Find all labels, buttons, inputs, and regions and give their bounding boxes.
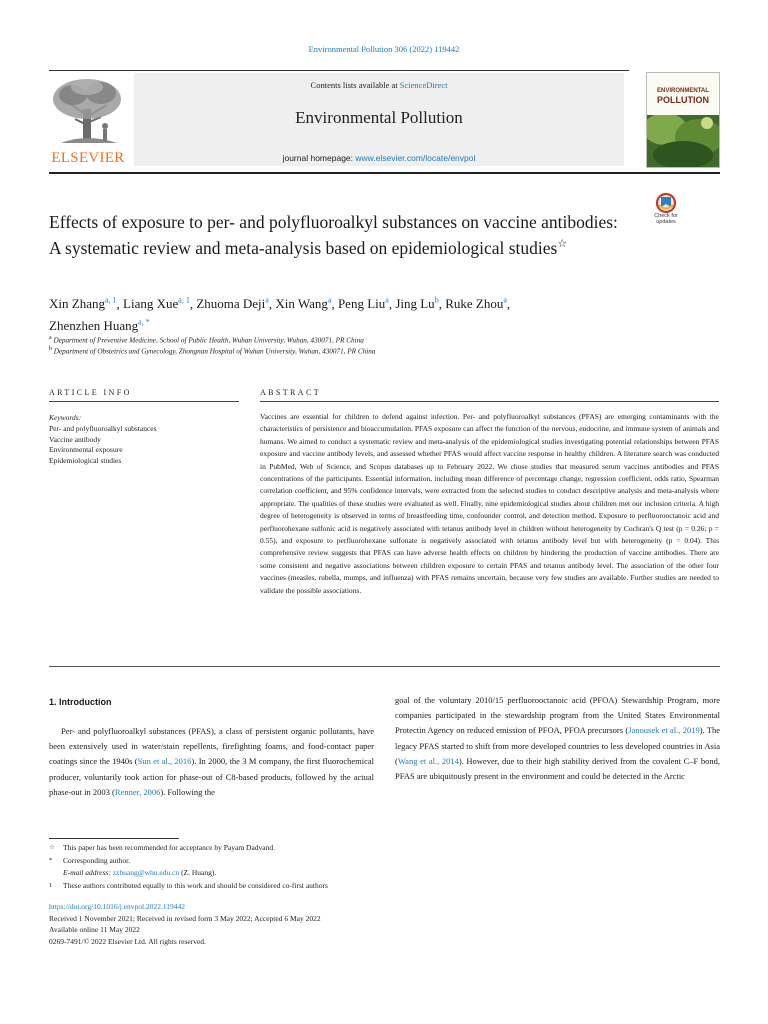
author[interactable] <box>49 318 150 333</box>
contents-prefix: Contents lists available at <box>310 80 400 90</box>
citation-link[interactable]: Renner, 2006 <box>114 786 161 797</box>
intro-text: ). The legacy PFAS started to shift from more developed countries to less developed countries in Asia ( <box>395 725 720 766</box>
journal-cover-thumbnail[interactable] <box>646 72 720 168</box>
elsevier-logo[interactable] <box>47 75 129 167</box>
introduction-right-column <box>395 693 720 784</box>
affiliation-mark: b <box>49 346 52 352</box>
author-affiliation-sup[interactable]: b <box>434 296 439 305</box>
author[interactable] <box>123 296 190 311</box>
doi-link[interactable]: https://doi.org/10.1016/j.envpol.2022.119442 <box>49 902 186 911</box>
article-info-rule <box>49 401 239 402</box>
article-info-heading: ARTICLE INFO <box>49 388 132 397</box>
author[interactable] <box>445 296 507 311</box>
affiliation-text: Department of Preventive Medicine, School of Public Health, Wuhan University, Wuhan, 430071, PR China <box>53 336 364 345</box>
abstract-text: Vaccines are essential for children to defend against infection. Per- and polyfluoroalkyl substances (PFAS) are emerging contaminants with the characteristics of persistence and bioaccumulation. PFAS exposure can affect the function of the nervous, endocrine, and immune system of animals and humans. We aimed to conduct a systematic review and meta-analysis of the epidemiological studies investigating potential relationships between PFAS exposure and vaccine antibody levels, and assessed whether PFAS would affect vaccine response in healthy children. A literature search was conducted in PubMed, Web of Science, and Scopus databases up to February 2022. We chose studies that measured serum vaccines antibodies and PFAS concentrations of the participants. Essential information, including mean difference of percentage change, regression coefficient, odds ratio, Spearman correlation coefficient, and 95% confidence intervals, were extracted from the selected studies to conduct descriptive analysis and meta-analysis where appropriate. The qualities of these studies were evaluated as well. Finally, nine epidemiological studies about children met our inclusion criteria. A high degree of heterogeneity is observed in terms of breastfeeding time, confounder control, and detection method. Exposure to perfluorooctanoic acid and perfluorohexane sulfonic acid is negatively associated with tetanus antibody level in children without heterogeneity by Cochran's Q test (p = 0.26; p = 0.55), and exposure to perfluorohexane sulfonate is negatively associated with tetanus antibody level but with heterogeneity (p = 0.04). This comprehensive review suggests that PFAS can have adverse health effects on children by hindering the production of vaccine antibodies. There are some consistent and negative associations between children exposure to certain PFAS and tetanus antibody level. The association of the other four vaccines (measles, rubella, mumps, and influenza) with PFAS remains uncertain, because very few studies are available. Further studies are needed to validate the possible associations. <box>260 412 719 595</box>
cover-title <box>647 87 719 105</box>
abstract-bottom-rule <box>49 666 720 667</box>
keyword-item: Per- and polyfluoroalkyl substances <box>49 424 157 433</box>
author-name: Peng Liu <box>337 296 386 312</box>
affiliation-b <box>49 346 375 355</box>
affiliation-mark: a <box>49 335 52 341</box>
affiliation-a <box>49 335 364 344</box>
header-bottom-rule <box>49 172 720 174</box>
footnote-cofirst <box>49 880 609 893</box>
cover-image <box>647 115 719 167</box>
homepage-link[interactable]: www.elsevier.com/locate/envpol <box>355 153 476 163</box>
author[interactable] <box>49 296 117 311</box>
tree-icon <box>47 75 129 149</box>
check-label-line1: Check for <box>654 213 678 219</box>
author[interactable] <box>338 296 389 311</box>
footnote-mark: * <box>49 856 53 864</box>
intro-text: ). In 2000, the 3 M company, the first fluorochemical producer, voluntarily took action for phase-out of C8-based products, followed by the actual phase-out in 2003 ( <box>49 756 375 797</box>
email-link[interactable]: zzhuang@whu.edu.cn <box>112 868 180 878</box>
sciencedirect-link[interactable]: ScienceDirect <box>399 80 448 90</box>
elsevier-wordmark: ELSEVIER <box>51 150 125 166</box>
journal-reference[interactable]: Environmental Pollution 306 (2022) 119442 <box>308 44 460 54</box>
footnote-mark: ☆ <box>49 844 55 851</box>
keywords-list <box>49 424 157 466</box>
check-label-line2: updates <box>656 219 676 225</box>
author-affiliation-sup[interactable]: a <box>327 296 332 305</box>
abstract-heading: ABSTRACT <box>260 388 321 397</box>
footnote-email <box>49 867 609 880</box>
journal-homepage-line <box>134 153 624 163</box>
paper-title <box>49 211 629 259</box>
author[interactable] <box>395 296 438 311</box>
author-affiliation-sup[interactable]: a <box>503 296 507 305</box>
publication-info <box>49 901 609 947</box>
intro-text: Per- and polyfluoroalkyl substances (PFAS), a class of persistent organic pollutants, have been extensively used in water/stain repellents, firefighting foams, and food-contact paper coatings since the 1940s ( <box>49 726 374 767</box>
footnote-corresponding <box>49 855 609 868</box>
author-name: Liang Xue <box>123 296 179 312</box>
author[interactable] <box>196 296 269 311</box>
email-suffix: (Z. Huang). <box>179 868 217 878</box>
homepage-prefix: journal homepage: <box>282 153 356 163</box>
author-name: Ruke Zhou <box>445 296 504 312</box>
intro-text: ). However, due to their high stability derived from the covalent C–F bond, PFAS are ubiquitously present in the environment and could be detected in the Arctic <box>395 755 721 782</box>
author-affiliation-sup[interactable]: a, * <box>138 317 150 327</box>
keyword-item: Vaccine antibody <box>49 434 101 444</box>
header-top-rule <box>49 70 629 71</box>
received-dates: Received 1 November 2021; Received in revised form 3 May 2022; Accepted 6 May 2022 <box>49 913 321 923</box>
copyright-line: 0269-7491/© 2022 Elsevier Ltd. All rights reserved. <box>49 936 206 946</box>
cover-title-line1: ENVIRONMENTAL <box>657 88 709 94</box>
title-footnote-mark[interactable]: ☆ <box>557 238 568 250</box>
author-affiliation-sup[interactable]: a <box>265 296 269 305</box>
footnote-recommendation <box>49 842 609 855</box>
keyword-item: Epidemiological studies <box>49 455 122 465</box>
check-for-updates-label <box>648 213 684 225</box>
email-label: E-mail address: <box>63 868 111 878</box>
keywords-label: Keywords: <box>49 413 82 422</box>
author-list: Xin Zhang$^{a, 1}$, Liang Xue$^{a, 1}$, Zhuoma Deji$^a$, Xin Wang$^a$, Peng Liu$^a$, Jing Lu$^b$, Ruke Zhou$^a$, Zhenzhen Huang$^{a, *}$ <box>49 296 511 334</box>
check-for-updates-badge[interactable] <box>648 193 684 231</box>
available-online-date: Available online 11 May 2022 <box>49 925 140 935</box>
contents-line <box>134 80 624 90</box>
intro-text: ). Following the <box>160 786 215 797</box>
footnote-text: These authors contributed equally to this work and should be considered co-first authors <box>63 880 328 890</box>
citation-link[interactable]: Sun et al., 2016 <box>137 756 192 767</box>
footnotes <box>49 842 609 892</box>
author-name: Xin Zhang <box>49 296 105 312</box>
author-name: Zhenzhen Huang <box>49 318 139 334</box>
author-name: Zhuoma Deji <box>196 296 266 312</box>
affiliation-text: Department of Obstetrics and Gynecology, Zhongnan Hospital of Wuhan University, Wuhan, 430071, PR China <box>53 347 376 356</box>
footnote-rule <box>49 838 179 839</box>
introduction-left-column <box>49 724 374 800</box>
citation-link[interactable]: Wang et al., 2014 <box>397 755 459 766</box>
citation-link[interactable]: Janousek et al., 2019 <box>628 725 700 736</box>
author[interactable] <box>275 296 331 311</box>
check-for-updates-icon <box>648 193 684 213</box>
author-name: Xin Wang <box>275 296 328 312</box>
footnote-text: This paper has been recommended for acceptance by Payam Dadvand. <box>63 843 275 852</box>
keyword-item: Environmental exposure <box>49 445 123 454</box>
introduction-heading: 1. Introduction <box>49 697 112 707</box>
footnote-text: Corresponding author. <box>63 855 131 865</box>
author-affiliation-sup[interactable]: a, 1 <box>104 296 117 305</box>
footnote-mark: 1 <box>49 881 53 889</box>
intro-text: goal of the voluntary 2010/15 perfluorooctanoic acid (PFOA) Stewardship Program, more companies participated in the stewardship program from the United States Environmental Protectin Agency on reduced emission of PFOA, PFOA precursors ( <box>395 695 720 736</box>
author-name: Jing Lu <box>395 296 435 312</box>
paper-title-text: Effects of exposure to per- and polyfluoroalkyl substances on vaccine antibodies: A systematic review and meta-analysis based on epidemiological studies <box>49 212 618 258</box>
author-affiliation-sup[interactable]: a, 1 <box>178 296 190 305</box>
cover-title-line2: POLLUTION <box>657 95 709 105</box>
abstract-rule <box>260 401 719 402</box>
journal-title: Environmental Pollution <box>295 108 463 127</box>
author-affiliation-sup[interactable]: a <box>385 296 389 305</box>
